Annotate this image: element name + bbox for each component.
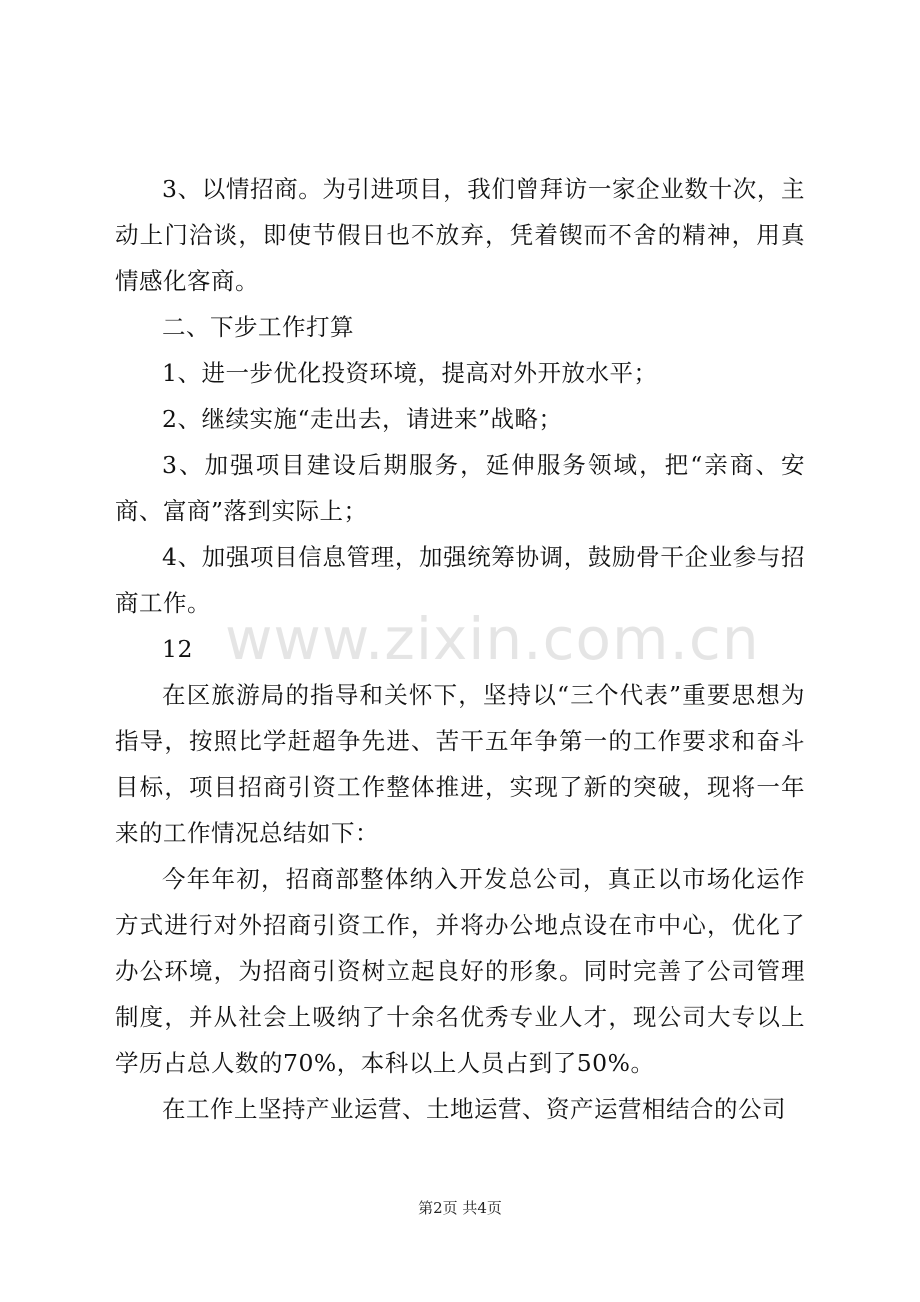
paragraph: 2、继续实施“走出去，请进来”战略； [162,405,563,433]
paragraph: 1、进一步优化投资环境，提高对外开放水平； [162,359,658,387]
watermark: www.zixin.com.cn [225,605,760,673]
paragraph: 3、以情招商。为引进项目，我们曾拜访一家企业数十次，主动上门洽谈，即使节假日也不放弃，凭着锲而不舍的精神，用真情感化客商。 [115,175,805,295]
page-footer: 第2页 共4页 [418,1199,502,1217]
paragraph: 今年年初，招商部整体纳入开发总公司，真正以市场化运作方式进行对外招商引资工作，并将办公地点设在市中心，优化了办公环境，为招商引资树立起良好的形象。同时完善了公司管理制度，并从社会上吸纳了十余名优秀专业人才，现公司大专以上学历占总人数的70%，本科以上人员占到了50%。 [115,865,805,1077]
paragraph: 4、加强项目信息管理，加强统筹协调，鼓励骨干企业参与招商工作。 [115,543,805,617]
document-body [115,166,805,1132]
paragraph: 在工作上坚持产业运营、土地运营、资产运营相结合的公司 [162,1095,786,1123]
section-number: 12 [162,635,193,663]
paragraph: 3、加强项目建设后期服务，延伸服务领域，把“亲商、安商、富商”落到实际上； [115,451,805,525]
section-heading: 二、下步工作打算 [162,313,354,341]
paragraph: 在区旅游局的指导和关怀下，坚持以“三个代表”重要思想为指导，按照比学赶超争先进、苦干五年争第一的工作要求和奋斗目标，项目招商引资工作整体推进，实现了新的突破，现将一年来的工作情况总结如下： [115,681,805,847]
